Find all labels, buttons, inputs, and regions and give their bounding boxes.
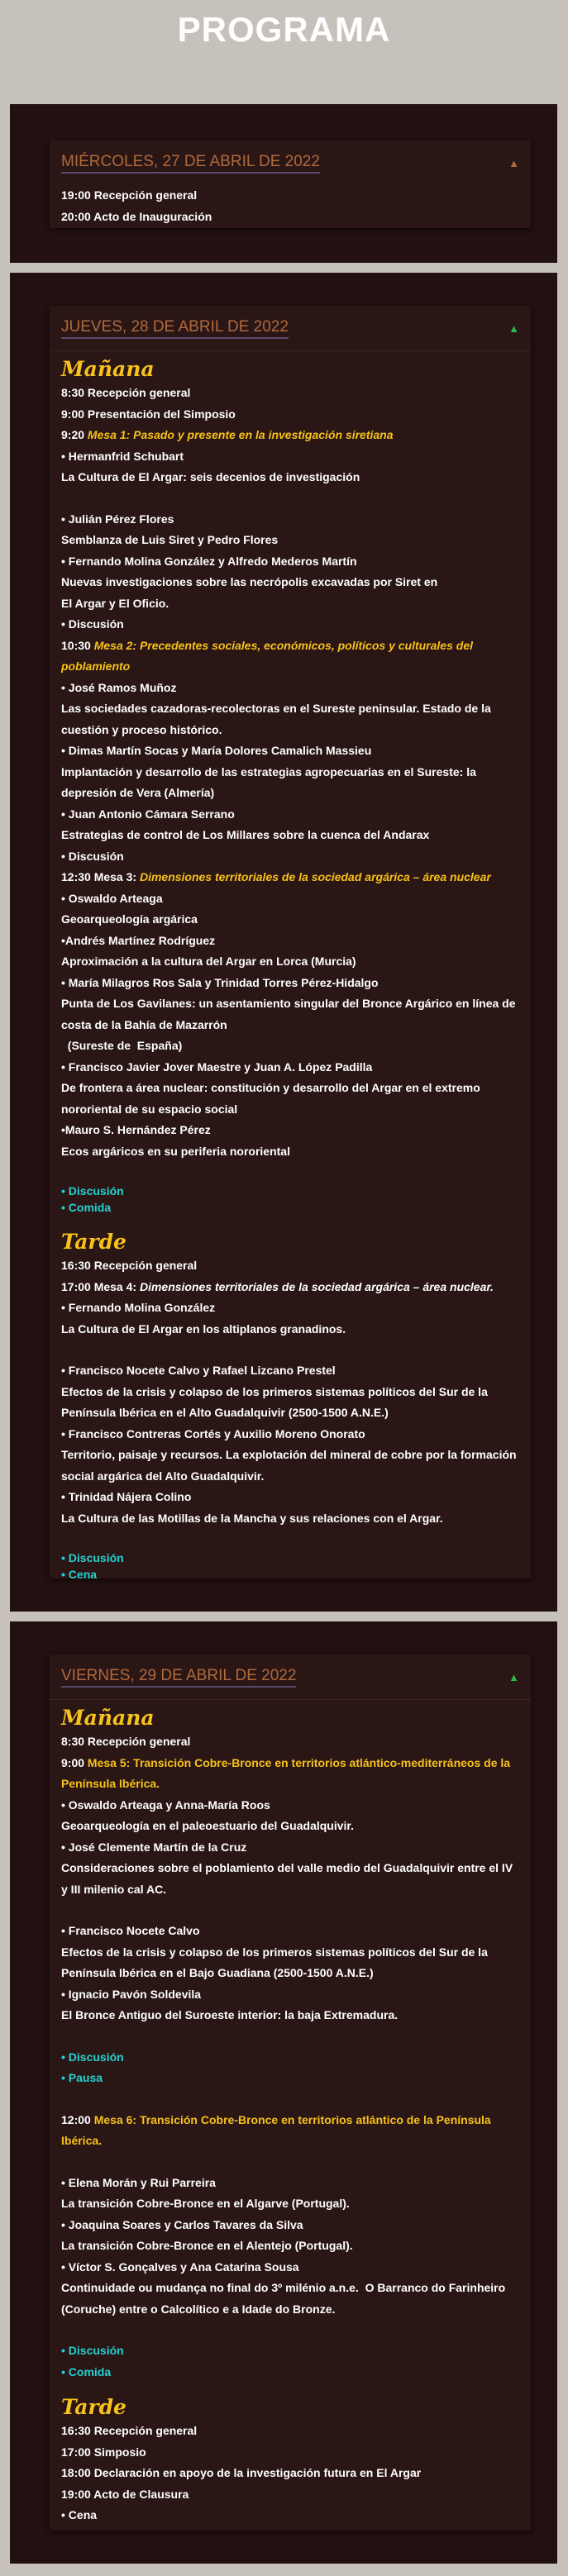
talk-title: Efectos de la crisis y colapso de los primeros sistemas políticos del Sur de la [61,1945,488,1959]
spacer [61,488,519,509]
day-section-friday [10,1621,557,2564]
talk-title: nororiental de su espacio social [61,1102,238,1116]
talk-title: Territorio, paisaje y recursos. La explotación del mineral de cobre por la formación [61,1448,517,1461]
talk-title: La transición Cobre-Bronce en el Algarve (Portugal). [61,2197,350,2210]
afternoon-heading: Tarde [61,2395,126,2419]
spacer [61,1340,519,1360]
divider [50,350,531,351]
schedule-line: 16:30 Recepción general [61,1259,198,1272]
spacer [61,2026,519,2047]
speaker: • Francisco Nocete Calvo [61,1924,200,1937]
speaker: • Fernando Molina González y Alfredo Mederos Martín [61,554,357,568]
talk-title: El Argar y El Oficio. [61,596,169,610]
speaker: • Fernando Molina González [61,1301,216,1314]
spacer [61,1162,519,1183]
talk-title: depresión de Vera (Almería) [61,786,215,799]
divider [50,1699,531,1700]
talk-title: Punta de Los Gavilanes: un asentamiento singular del Bronce Argárico en línea de [61,997,516,1010]
schedule-line: 19:00 Acto de Clausura [61,2487,189,2501]
morning-heading: Mañana [61,357,155,381]
talk-title: social argárica del Alto Guadalquivir. [61,1469,265,1483]
speaker: • Juan Antonio Cámara Serrano [61,807,235,821]
session-title: Mesa 5: Transición Cobre-Bronce en territorios atlántico-mediterráneos de la [87,1755,511,1769]
talk-title: Nuevas investigaciones sobre las necrópolis excavadas por Siret en [61,575,438,588]
spacer [61,2320,519,2340]
day-section-wednesday [10,104,557,263]
discussion-item: • Discusión [61,849,124,863]
day-card-friday [50,1655,531,2531]
talk-title: costa de la Bahía de Mazarrón [61,1017,227,1031]
session-time: 17:00 Mesa 4: [61,1279,137,1293]
discussion-item: • Discusión [61,1551,124,1564]
session-title: Dimensiones territoriales de la sociedad argárica – área nuclear. [139,1279,494,1293]
session-line [61,1753,519,1774]
talk-title: (Coruche) entre o Calcolítico e a Idade do Bronze. [61,2302,336,2316]
speaker: • Ignacio Pavón Soldevila [61,1987,202,2001]
talk-title: Península Ibérica en el Bajo Guadiana (2500-1500 A.N.E.) [61,1966,374,1979]
talk-title: y III milenio cal AC. [61,1882,167,1896]
speaker: • Hermanfrid Schubart [61,449,184,463]
talk-title: Geoarqueología en el paleoestuario del Guadalquivir. [61,1819,354,1832]
accordion-header-thursday[interactable] [61,306,519,350]
speaker: • Oswaldo Arteaga y Anna-María Roos [61,1797,270,1812]
talk-title: (Sureste de España) [61,1039,183,1052]
afternoon-heading: Tarde [61,1230,126,1254]
schedule-line: 9:00 Presentación del Simposio [61,407,236,421]
meal-item: • Comida [61,1201,112,1214]
talk-title: Implantación y desarrollo de las estrategias agropecuarias en el Sureste: la [61,764,476,779]
session-line [61,1277,519,1298]
talk-title: Efectos de la crisis y colapso de los primeros sistemas políticos del Sur de la [61,1384,488,1398]
session-time: 10:30 [61,638,91,652]
spacer [61,2152,519,2173]
break-item: • Pausa [61,2071,103,2084]
schedule-line: 8:30 Recepción general [61,386,191,399]
day-card-wednesday [50,140,531,228]
session-time: 12:30 Mesa 3: [61,870,137,883]
speaker: • José Clemente Martín de la Cruz [61,1840,247,1854]
session-title: Dimensiones territoriales de la sociedad argárica – área nuclear [139,870,491,883]
spacer [61,2089,519,2110]
session-time: 9:00 [61,1755,85,1769]
talk-title: La Cultura de El Argar: seis decenios de investigación [61,470,360,483]
accordion-header-wednesday[interactable] [61,140,519,185]
spacer [61,1900,519,1921]
meal-item: • Cena [61,1568,98,1581]
speaker: • Dimas Martín Socas y María Dolores Camalich Massieu [61,744,372,757]
discussion-item: • Discusión [61,2344,124,2357]
triangle-up-icon[interactable]: ▲ [508,156,519,169]
speaker: • Julián Pérez Flores [61,512,174,526]
session-line [61,636,519,657]
talk-title: De frontera a área nuclear: constitución y desarrollo del Argar en el extremo [61,1081,480,1094]
talk-title: Estrategias de control de Los Millares sobre la cuenca del Andarax [61,828,430,841]
talk-title: La Cultura de las Motillas de la Mancha y sus relaciones con el Argar. [61,1511,443,1525]
triangle-up-icon[interactable]: ▲ [508,1670,519,1683]
session-line [61,2110,519,2131]
spacer [61,1529,519,1550]
speaker: •Andrés Martínez Rodríguez [61,933,216,947]
schedule-line: 19:00 Recepción general [61,188,198,202]
session-title: poblamiento [61,659,131,673]
meal-item: • Comida [61,2364,112,2378]
talk-title: Península Ibérica en el Alto Guadalquivir (2500-1500 A.N.E.) [61,1406,389,1419]
speaker: • Víctor S. Gonçalves y Ana Catarina Sousa [61,2259,299,2274]
day-section-thursday [10,273,557,1612]
schedule-line: 8:30 Recepción general [61,1735,191,1748]
discussion-item: • Discusión [61,1184,124,1198]
day-title: VIERNES, 29 DE ABRIL DE 2022 [61,1667,296,1688]
session-title: Mesa 2: Precedentes sociales, económicos, políticos y culturales del [93,638,473,652]
schedule-line: 18:00 Declaración en apoyo de la investigación futura en El Argar [61,2466,422,2479]
session-title: Ibérica. [61,2134,103,2147]
day-title: JUEVES, 28 DE ABRIL DE 2022 [61,318,289,339]
talk-title: La transición Cobre-Bronce en el Alentejo (Portugal). [61,2239,353,2252]
session-title: Mesa 1: Pasado y presente en la investigación siretiana [87,428,394,441]
triangle-up-icon[interactable]: ▲ [508,321,519,335]
talk-title: El Bronce Antiguo del Suroeste interior: la baja Extremadura. [61,2008,399,2021]
discussion-item: • Discusión [61,617,124,631]
page-title: PROGRAMA [177,10,391,49]
speaker: • María Milagros Ros Sala y Trinidad Torres Pérez-Hidalgo [61,975,379,989]
talk-title: La Cultura de El Argar en los altiplanos granadinos. [61,1321,346,1336]
talk-title: Consideraciones sobre el poblamiento del valle medio del Guadalquivir entre el IV [61,1861,513,1874]
meal-item: • Cena [61,2508,98,2521]
session-title: Península Ibérica. [61,1777,160,1790]
day-card-thursday [50,306,531,1581]
talk-title: Las sociedades cazadoras-recolectoras en el Sureste peninsular. Estado de la [61,702,491,715]
talk-title: cuestión y proceso histórico. [61,722,222,736]
speaker: • Elena Morán y Rui Parreira [61,2175,216,2189]
session-title: Mesa 6: Transición Cobre-Bronce en territorios atlántico de la Península [93,2112,491,2126]
speaker: • Francisco Javier Jover Maestre y Juan A. López Padilla [61,1059,373,1074]
morning-heading: Mañana [61,1706,155,1730]
talk-title: Aproximación a la cultura del Argar en Lorca (Murcia) [61,955,356,968]
talk-title: Geoarqueología argárica [61,912,198,926]
speaker: • José Ramos Muñoz [61,680,177,694]
accordion-header-friday[interactable] [61,1655,519,1699]
session-time: 9:20 [61,428,85,441]
spacer [61,1216,519,1227]
schedule-line: 16:30 Recepción general [61,2424,198,2437]
session-line [61,425,519,446]
schedule-line: 20:00 Acto de Inauguración [61,209,212,223]
speaker: •Mauro S. Hernández Pérez [61,1123,211,1136]
session-time: 12:00 [61,2112,91,2126]
talk-title: Ecos argáricos en su periferia nororiental [61,1144,290,1158]
spacer [61,2383,519,2393]
discussion-item: • Discusión [61,2050,124,2064]
speaker: • Francisco Nocete Calvo y Rafael Lizcano Prestel [61,1364,336,1377]
speaker: • Trinidad Nájera Colino [61,1490,192,1503]
talk-title: Continuidade ou mudança no final do 3º milénio a.n.e. O Barranco do Farinheiro [61,2281,506,2294]
day-title: MIÉRCOLES, 27 DE ABRIL DE 2022 [61,153,320,174]
speaker: • Joaquina Soares y Carlos Tavares da Silva [61,2217,303,2231]
speaker: • Oswaldo Arteaga [61,891,163,905]
session-line [61,867,519,888]
talk-title: Semblanza de Luis Siret y Pedro Flores [61,533,279,546]
speaker: • Francisco Contreras Cortés y Auxilio Moreno Onorato [61,1426,365,1440]
schedule-line: 17:00 Simposio [61,2445,146,2459]
